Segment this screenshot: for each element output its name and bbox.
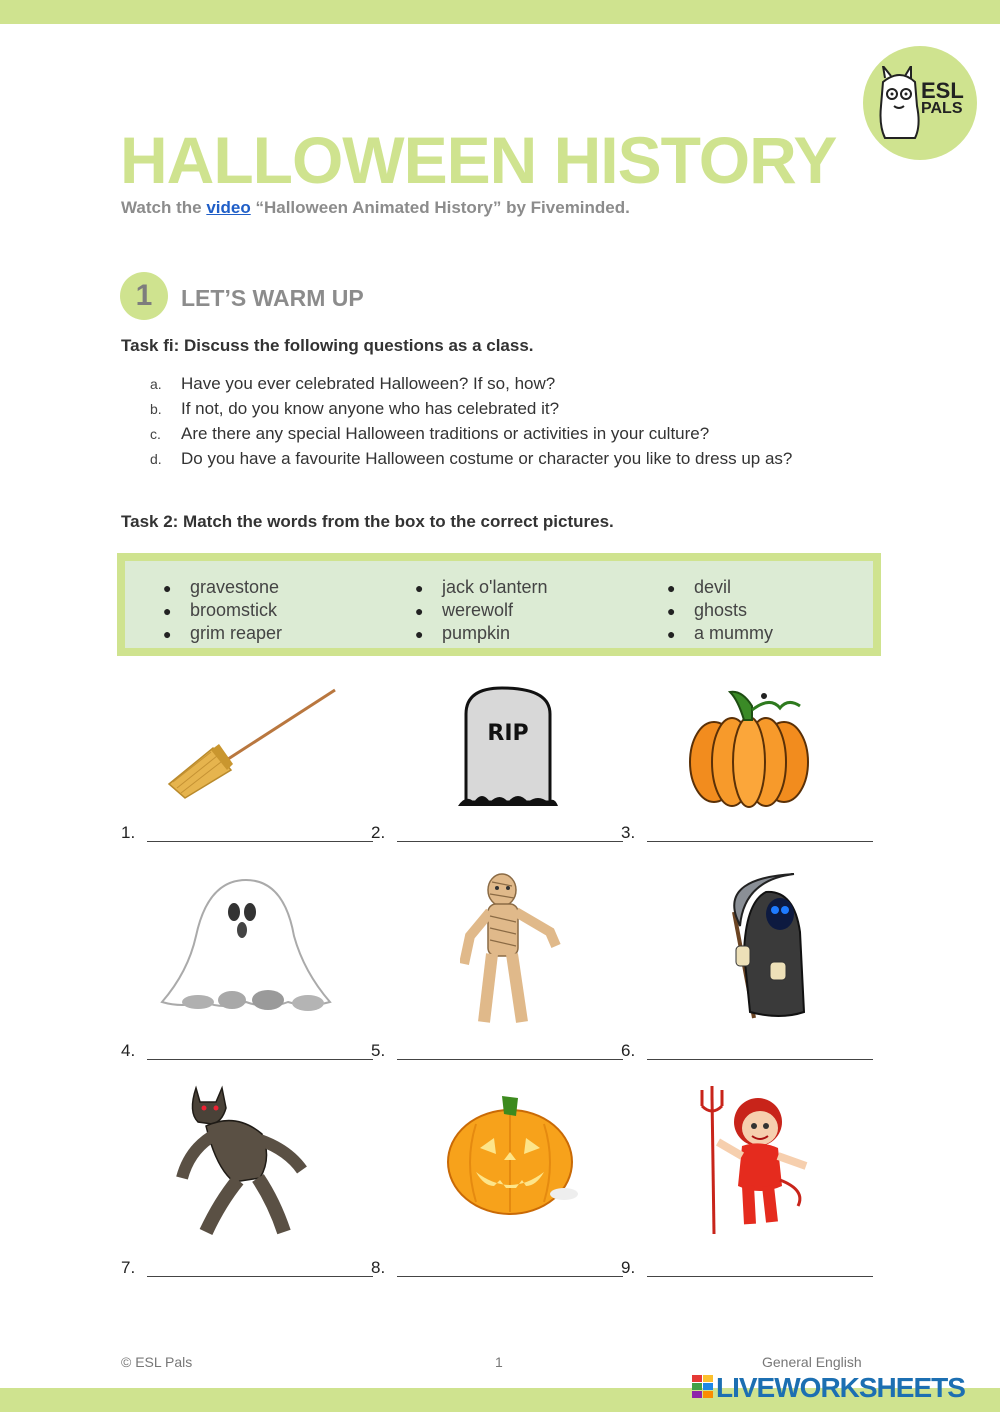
top-accent-bar bbox=[0, 0, 1000, 24]
page-title: HALLOWEEN HISTORY bbox=[120, 123, 837, 197]
jack-o-lantern-picture bbox=[446, 1094, 582, 1218]
word-item bbox=[411, 577, 548, 600]
word-item bbox=[663, 577, 773, 600]
word-item bbox=[411, 623, 548, 646]
answer-slot bbox=[621, 823, 635, 843]
answer-line[interactable] bbox=[397, 841, 623, 842]
question-letter: a. bbox=[150, 376, 162, 392]
word-box bbox=[117, 553, 881, 656]
subtitle bbox=[121, 198, 630, 218]
esl-pals-logo bbox=[863, 46, 977, 160]
broomstick-picture bbox=[165, 686, 340, 801]
answer-slot bbox=[621, 1041, 635, 1061]
word-text: devil bbox=[694, 577, 732, 597]
bullet: ● bbox=[415, 580, 424, 596]
task1-label: Task fi: Discuss the following questions as a class. bbox=[121, 336, 534, 355]
bullet: ● bbox=[667, 580, 676, 596]
bullet: ● bbox=[163, 603, 172, 619]
ghost-picture bbox=[158, 876, 334, 1016]
word-item bbox=[159, 623, 282, 646]
word-item bbox=[663, 623, 773, 646]
answer-line[interactable] bbox=[397, 1059, 623, 1060]
word-text: grim reaper bbox=[190, 623, 283, 643]
video-link[interactable]: video bbox=[206, 198, 251, 217]
llama-icon bbox=[875, 66, 925, 140]
bullet: ● bbox=[667, 626, 676, 642]
answer-line[interactable] bbox=[147, 1276, 373, 1277]
answer-line[interactable] bbox=[647, 841, 873, 842]
answer-slot bbox=[371, 1041, 385, 1061]
word-text: a mummy bbox=[694, 623, 774, 643]
bullet: ● bbox=[667, 603, 676, 619]
answer-slot bbox=[121, 1041, 135, 1061]
question-letter: d. bbox=[150, 451, 162, 467]
answer-line[interactable] bbox=[397, 1276, 623, 1277]
word-item bbox=[411, 600, 548, 623]
question-item bbox=[150, 424, 792, 449]
word-item bbox=[159, 600, 282, 623]
devil-picture bbox=[694, 1086, 820, 1236]
werewolf-picture bbox=[176, 1082, 310, 1238]
answer-line[interactable] bbox=[147, 841, 373, 842]
bullet: ● bbox=[163, 626, 172, 642]
section-title: LET’S WARM UP bbox=[181, 285, 364, 311]
question-text: If not, do you know anyone who has celebrated it? bbox=[181, 399, 560, 418]
question-text: Are there any special Halloween traditions or activities in your culture? bbox=[181, 424, 710, 443]
question-item bbox=[150, 374, 792, 399]
subtitle-prefix: Watch the bbox=[121, 198, 202, 217]
liveworksheets-text: LIVEWORKSHEETS bbox=[716, 1372, 965, 1403]
bullet: ● bbox=[163, 580, 172, 596]
word-text: ghosts bbox=[694, 600, 748, 620]
answer-number: 3. bbox=[621, 823, 636, 842]
answer-number: 1. bbox=[121, 823, 136, 842]
word-column bbox=[663, 577, 773, 646]
answer-number: 5. bbox=[371, 1041, 386, 1060]
question-item bbox=[150, 399, 792, 424]
question-letter: c. bbox=[150, 426, 161, 442]
answer-number: 9. bbox=[621, 1258, 636, 1277]
rip-text: RIP bbox=[487, 721, 529, 746]
answer-number: 6. bbox=[621, 1041, 636, 1060]
answer-line[interactable] bbox=[647, 1276, 873, 1277]
footer-category: General English bbox=[762, 1354, 862, 1370]
answer-number: 8. bbox=[371, 1258, 386, 1277]
word-text: broomstick bbox=[190, 600, 278, 620]
task2-label: Task 2: Match the words from the box to the correct pictures. bbox=[121, 512, 614, 531]
word-text: gravestone bbox=[190, 577, 280, 597]
bullet: ● bbox=[415, 626, 424, 642]
footer-copyright: © ESL Pals bbox=[121, 1354, 193, 1370]
pumpkin-picture bbox=[688, 686, 810, 808]
grim-reaper-picture bbox=[684, 872, 812, 1020]
answer-number: 2. bbox=[371, 823, 386, 842]
subtitle-suffix: “Halloween Animated History” by Fiveminded. bbox=[255, 198, 630, 217]
answer-slot bbox=[121, 1258, 135, 1278]
logo-text-pals: PALS bbox=[921, 100, 963, 117]
question-item bbox=[150, 449, 792, 474]
answer-slot bbox=[371, 1258, 385, 1278]
gravestone-picture bbox=[456, 684, 560, 810]
bullet: ● bbox=[415, 603, 424, 619]
answer-slot bbox=[621, 1258, 635, 1278]
question-list bbox=[150, 374, 792, 474]
question-text: Do you have a favourite Halloween costume or character you like to dress up as? bbox=[181, 449, 793, 468]
page-number: 1 bbox=[495, 1354, 503, 1370]
word-text: jack o'lantern bbox=[442, 577, 548, 597]
word-column bbox=[411, 577, 548, 646]
word-item bbox=[663, 600, 773, 623]
word-text: pumpkin bbox=[442, 623, 511, 643]
word-column bbox=[159, 577, 282, 646]
liveworksheets-icon bbox=[692, 1375, 714, 1399]
word-text: werewolf bbox=[442, 600, 514, 620]
answer-slot bbox=[371, 823, 385, 843]
logo-text-esl: ESL bbox=[921, 78, 964, 103]
answer-slot bbox=[121, 823, 135, 843]
question-letter: b. bbox=[150, 401, 162, 417]
mummy-picture bbox=[460, 872, 564, 1028]
answer-line[interactable] bbox=[147, 1059, 373, 1060]
word-item bbox=[159, 577, 282, 600]
answer-line[interactable] bbox=[647, 1059, 873, 1060]
answer-number: 7. bbox=[121, 1258, 136, 1277]
question-text: Have you ever celebrated Halloween? If so, how? bbox=[181, 374, 556, 393]
section-number-badge: 1 bbox=[120, 272, 168, 320]
answer-number: 4. bbox=[121, 1041, 136, 1060]
